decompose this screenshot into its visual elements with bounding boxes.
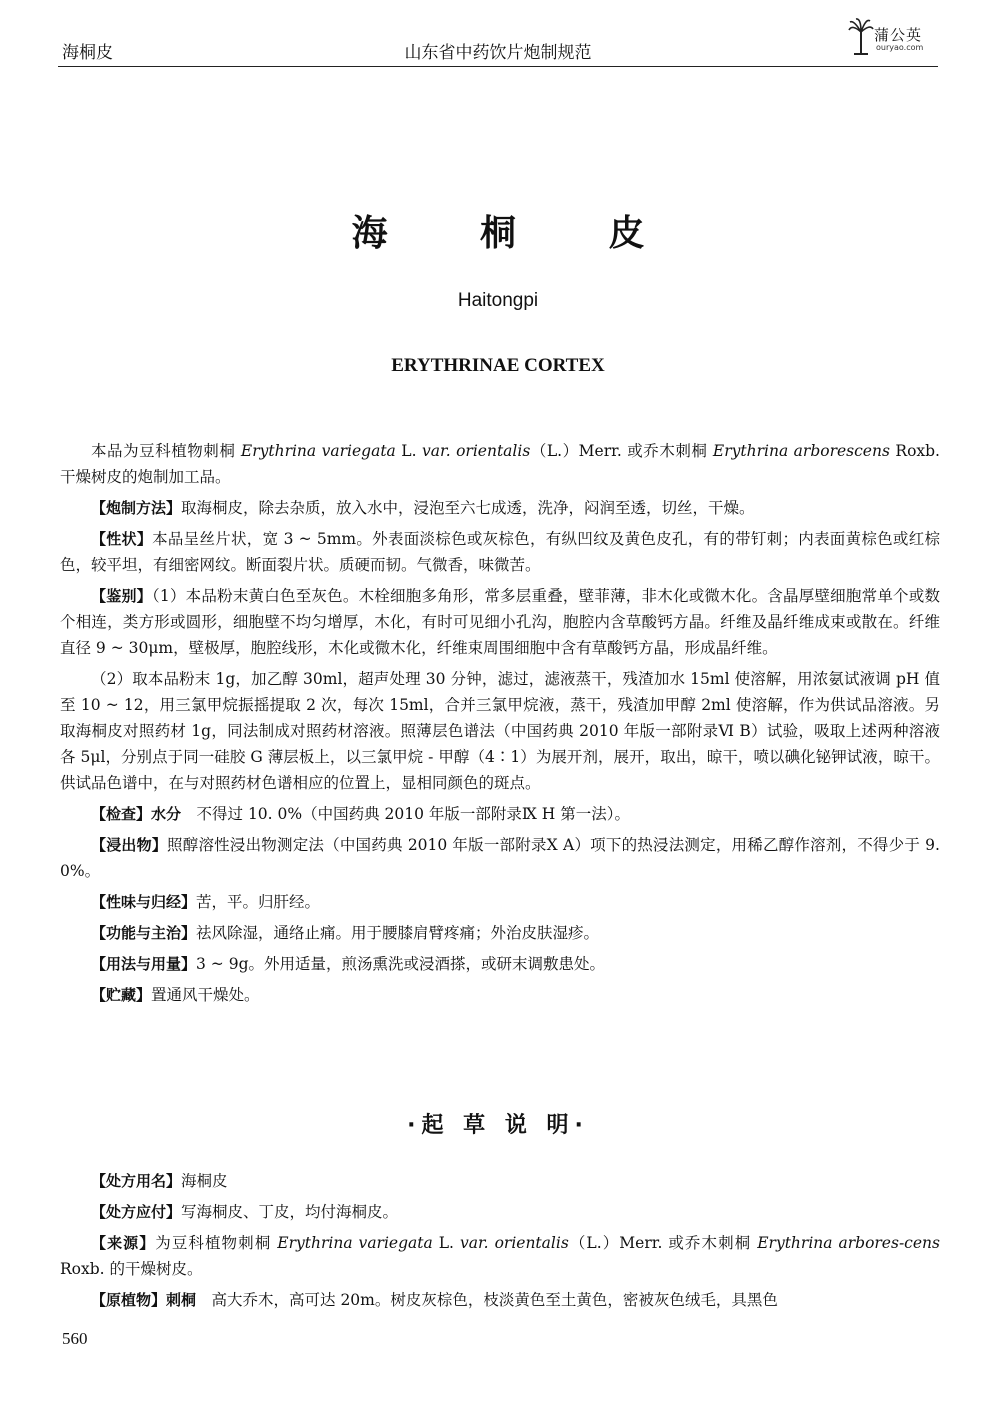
section-function: 【功能与主治】祛风除湿，通络止痛。用于腰膝肩臂疼痛；外治皮肤湿疹。 xyxy=(91,924,600,942)
logo xyxy=(848,18,940,58)
section-description: 【性状】本品呈丝片状，宽 3 ~ 5mm。外表面淡棕色或灰棕色，有纵凹纹及黄色皮孔，有的带钉刺；内表面黄棕色或红棕色，较平坦，有细密网纹。断面裂片状。质硬而韧。气微香，味微苦。 xyxy=(60,530,940,574)
running-header-left: 海桐皮 xyxy=(62,43,113,63)
palm-tree-icon xyxy=(848,18,874,56)
drafting-notes-heading: ·起 草 说 明· xyxy=(407,1113,589,1138)
header-divider xyxy=(58,66,938,67)
monograph-title: 海 桐 皮 xyxy=(351,213,685,254)
section-processing: 【炮制方法】取海桐皮，除去杂质，放入水中，浸泡至六七成透，洗净，闷润至透，切丝，干燥。 xyxy=(91,499,755,517)
section-identification: 【鉴别】（1）本品粉末黄白色至灰色。木栓细胞多角形，常多层重叠，壁菲薄，非木化或微木化。含晶厚壁细胞常单个或数个相连，类方形或圆形，细胞壁不均匀增厚，木化，有时可见细小孔沟，胞腔内含草酸钙方晶。纤维及晶纤维成束或散在。纤维直径 9 ~ 30μm，壁极厚，胞腔线形，木化或微木化，纤维束周围细胞中含有草酸钙方晶，形成晶纤维。 xyxy=(60,587,940,657)
latin-name: ERYTHRINAE CORTEX xyxy=(391,355,605,376)
section-property-meridian: 【性味与归经】苦，平。归肝经。 xyxy=(91,893,321,911)
section-inspection: 【检查】水分 不得过 10. 0%（中国药典 2010 年版一部附录Ⅸ H 第一法）。 xyxy=(91,805,630,823)
drafting-notes xyxy=(60,1168,940,1318)
section-identification-tlc: （2）取本品粉末 1g，加乙醇 30ml，超声处理 30 分钟，滤过，滤液蒸干，残渣加水 15ml 使溶解，用浓氨试液调 pH 值至 10 ~ 12，用三氯甲烷振摇提取 2 次，每次 15ml，合并三氯甲烷液，蒸干，残渣加甲醇 2ml 使溶解，作为供试品溶液。另取海桐皮对照药材 1g，同法制成对照药材溶液。照薄层色谱法（中国药典 2010 年版一部附录Ⅵ B）试验，吸取上述两种溶液各 5μl，分别点于同一硅胶 G 薄层板上，以三氯甲烷 - 甲醇（4∶1）为展开剂，展开，取出，晾干，喷以碘化铋钾试液，晾干。供试品色谱中，在与对照药材色谱相应的位置上，显相同颜色的斑点。 xyxy=(60,670,941,792)
note-original-plant: 【原植物】刺桐 高大乔木，高可达 20m。树皮灰棕色，枝淡黄色至土黄色，密被灰色绒毛，具黑色 xyxy=(91,1291,778,1309)
logo-url: ouryao.com xyxy=(876,43,924,52)
intro-paragraph: 本品为豆科植物刺桐 Erythrina variegata L. var. orientalis（L.）Merr. 或乔木刺桐 Erythrina arborescens Roxb. 干燥树皮的炮制加工品。 xyxy=(60,442,940,486)
page-number: 560 xyxy=(62,1329,88,1348)
running-header-title: 山东省中药饮片炮制规范 xyxy=(404,43,592,63)
logo-brand-text: 蒲公英 xyxy=(874,26,923,44)
monograph-body xyxy=(60,438,940,1013)
note-source: 【来源】为豆科植物刺桐 Erythrina variegata L. var. orientalis（L.）Merr. 或乔木刺桐 Erythrina arbores-cens Roxb. 的干燥树皮。 xyxy=(60,1234,940,1278)
pinyin-name: Haitongpi xyxy=(457,290,539,311)
note-prescription-name: 【处方用名】海桐皮 xyxy=(91,1172,228,1190)
note-prescription-dispense: 【处方应付】写海桐皮、丁皮，均付海桐皮。 xyxy=(91,1203,399,1221)
section-extractives: 【浸出物】照醇溶性浸出物测定法（中国药典 2010 年版一部附录Ⅹ A）项下的热浸法测定，用稀乙醇作溶剂，不得少于 9. 0%。 xyxy=(60,836,940,880)
section-storage: 【贮藏】置通风干燥处。 xyxy=(91,986,260,1004)
section-dosage: 【用法与用量】3 ~ 9g。外用适量，煎汤熏洗或浸酒搽，或研末调敷患处。 xyxy=(91,955,606,973)
